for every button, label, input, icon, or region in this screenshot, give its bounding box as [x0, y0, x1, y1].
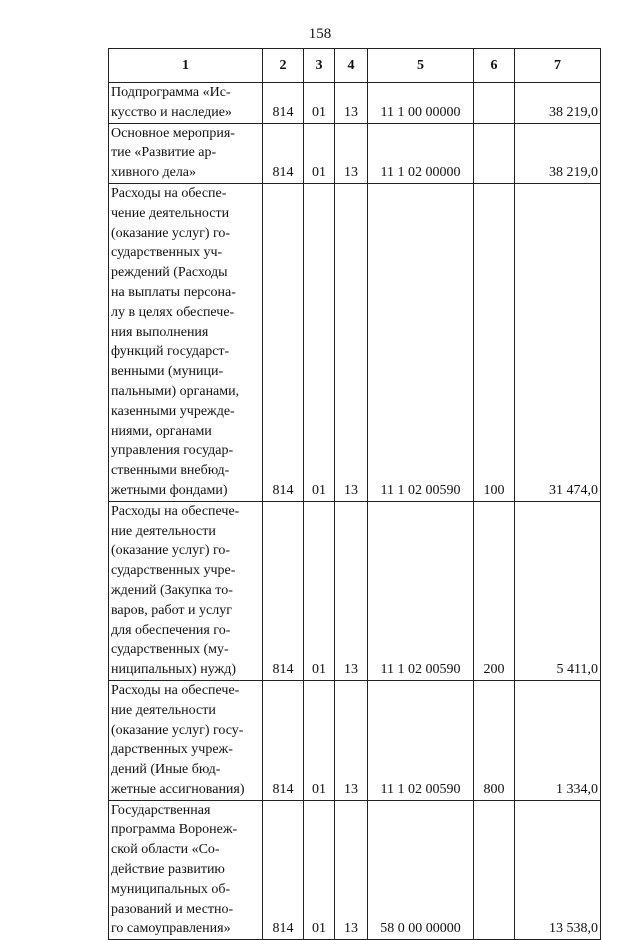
- row-name-cell: [109, 183, 263, 501]
- row-name-cell: [109, 123, 263, 183]
- target-code-cell: 11 1 02 00000: [368, 123, 474, 183]
- table-row: [109, 123, 601, 183]
- row-name-cell: [109, 501, 263, 680]
- row-name-line: ниями, органами: [111, 423, 212, 439]
- column-header: 2: [263, 49, 304, 83]
- row-name-line: программа Воронеж-: [111, 822, 238, 838]
- amount-cell: 38 219,0: [515, 83, 601, 124]
- row-name-line: кусство и наследие»: [111, 104, 232, 120]
- admin-code-cell: 814: [263, 83, 304, 124]
- section-code-cell: 01: [304, 123, 335, 183]
- row-name-line: го самоуправления»: [111, 921, 231, 937]
- amount-cell: 5 411,0: [515, 501, 601, 680]
- table-row: [109, 680, 601, 800]
- row-name-line: (оказание услуг) го-: [111, 543, 231, 559]
- table-row: [109, 183, 601, 501]
- expense-type-cell: 200: [474, 501, 515, 680]
- table-body: [109, 83, 601, 940]
- row-name-line: функций государст-: [111, 344, 230, 360]
- page-number: 158: [308, 26, 332, 42]
- section-code-cell: 01: [304, 183, 335, 501]
- row-name-line: для обеспечения го-: [111, 622, 231, 638]
- row-name-line: ние деятельности: [111, 523, 216, 539]
- row-name-line: сударственных уч-: [111, 245, 223, 261]
- row-name-line: (оказание услуг) го-: [111, 225, 231, 241]
- row-name-line: хивного дела»: [111, 165, 197, 181]
- column-header: 3: [304, 49, 335, 83]
- table-header-row: [109, 49, 601, 83]
- row-name-line: реждений (Расходы: [111, 265, 228, 281]
- row-name-line: пальными) органами,: [111, 383, 240, 399]
- column-header: 4: [335, 49, 368, 83]
- target-code-cell: 11 1 00 00000: [368, 83, 474, 124]
- section-code-cell: 01: [304, 680, 335, 800]
- row-name-line: муниципальных об-: [111, 881, 231, 897]
- row-name-line: лу в целях обеспече-: [111, 304, 235, 320]
- row-name-line: действие развитию: [111, 862, 225, 878]
- target-code-cell: 11 1 02 00590: [368, 183, 474, 501]
- row-name-line: казенными учрежде-: [111, 403, 235, 419]
- section-code-cell: 01: [304, 501, 335, 680]
- target-code-cell: 11 1 02 00590: [368, 501, 474, 680]
- expense-type-cell: [474, 83, 515, 124]
- row-name-line: Подпрограмма «Ис-: [111, 85, 231, 100]
- amount-cell: 1 334,0: [515, 680, 601, 800]
- table-row: [109, 501, 601, 680]
- amount-cell: 13 538,0: [515, 800, 601, 940]
- table-row: [109, 83, 601, 124]
- amount-cell: 31 474,0: [515, 183, 601, 501]
- row-name-line: ниципальных) нужд): [111, 662, 236, 678]
- row-name-line: венными (муници-: [111, 364, 224, 380]
- budget-table: [108, 48, 601, 940]
- row-name-line: дарственных учреж-: [111, 742, 233, 758]
- row-name-cell: [109, 83, 263, 124]
- target-code-cell: 11 1 02 00590: [368, 680, 474, 800]
- row-name-cell: [109, 800, 263, 940]
- row-name-line: разований и местно-: [111, 901, 234, 917]
- row-name-line: ской области «Со-: [111, 842, 220, 858]
- subsection-code-cell: 13: [335, 83, 368, 124]
- table-row: [109, 800, 601, 940]
- row-name-line: управления государ-: [111, 443, 234, 459]
- row-name-line: ждений (Закупка то-: [111, 582, 233, 598]
- column-header: 6: [474, 49, 515, 83]
- expense-type-cell: 800: [474, 680, 515, 800]
- column-header: 7: [515, 49, 601, 83]
- row-name-line: ственными внебюд-: [111, 463, 230, 479]
- subsection-code-cell: 13: [335, 680, 368, 800]
- row-name-line: дений (Иные бюд-: [111, 762, 221, 778]
- subsection-code-cell: 13: [335, 183, 368, 501]
- row-name-line: Основное мероприя-: [111, 125, 235, 141]
- row-name-line: жетными фондами): [111, 482, 228, 498]
- column-header: 1: [109, 49, 263, 83]
- admin-code-cell: 814: [263, 680, 304, 800]
- subsection-code-cell: 13: [335, 501, 368, 680]
- row-name-line: на выплаты персона-: [111, 284, 236, 300]
- row-name-line: Расходы на обеспече-: [111, 503, 240, 519]
- row-name-line: ния выполнения: [111, 324, 209, 340]
- subsection-code-cell: 13: [335, 800, 368, 940]
- row-name-line: (оказание услуг) госу-: [111, 722, 244, 738]
- row-name-line: ние деятельности: [111, 702, 216, 718]
- expense-type-cell: 100: [474, 183, 515, 501]
- expense-type-cell: [474, 123, 515, 183]
- row-name-line: Государственная: [111, 802, 211, 818]
- admin-code-cell: 814: [263, 183, 304, 501]
- target-code-cell: 58 0 00 00000: [368, 800, 474, 940]
- admin-code-cell: 814: [263, 800, 304, 940]
- amount-cell: 38 219,0: [515, 123, 601, 183]
- row-name-line: сударственных учре-: [111, 563, 236, 579]
- subsection-code-cell: 13: [335, 123, 368, 183]
- admin-code-cell: 814: [263, 501, 304, 680]
- row-name-line: сударственных (му-: [111, 642, 229, 658]
- admin-code-cell: 814: [263, 123, 304, 183]
- row-name-line: Расходы на обеспече-: [111, 682, 240, 698]
- section-code-cell: 01: [304, 800, 335, 940]
- row-name-line: чение деятельности: [111, 205, 230, 221]
- row-name-line: варов, работ и услуг: [111, 602, 232, 618]
- row-name-line: тие «Развитие ар-: [111, 145, 217, 161]
- row-name-line: Расходы на обеспе-: [111, 185, 227, 201]
- column-header: 5: [368, 49, 474, 83]
- row-name-cell: [109, 680, 263, 800]
- expense-type-cell: [474, 800, 515, 940]
- section-code-cell: 01: [304, 83, 335, 124]
- row-name-line: жетные ассигнования): [111, 781, 245, 797]
